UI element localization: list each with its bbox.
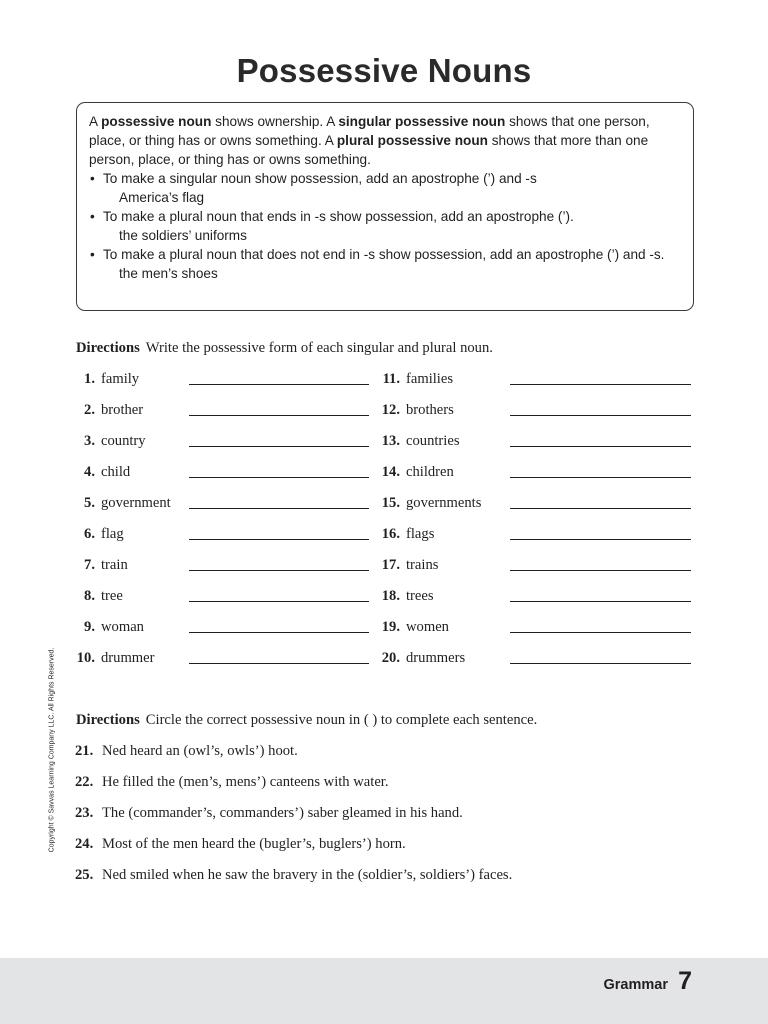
item-number: 8. [84,588,95,604]
exercise-item [376,371,453,391]
item-word: drummers [406,650,466,666]
sentence-text: Ned smiled when he saw the bravery in the (soldier’s, soldiers’) faces. [102,867,513,883]
intro-text: shows ownership. A [211,114,339,129]
item-number: 17. [381,557,400,573]
answer-line[interactable] [189,601,369,602]
answer-line[interactable] [510,570,691,571]
exercise-item [376,433,460,453]
exercise-item [376,526,434,546]
item-word: families [406,371,454,387]
intro-text: A [89,114,102,129]
key-term: possessive noun [101,114,212,129]
bullet-icon: • [90,247,95,262]
answer-line[interactable] [189,384,369,385]
item-number: 6. [84,526,95,542]
sentence-number: 21. [75,743,94,759]
exercise-item [376,650,465,670]
item-word: family [101,371,140,387]
answer-line[interactable] [189,539,369,540]
sentence-item [75,805,463,822]
item-word: tree [101,588,123,604]
sentence-number: 23. [75,805,94,821]
item-number: 12. [381,402,400,418]
rule-text: To make a plural noun that does not end in -s show possession, add an apostrophe (’) and -s. [103,247,665,262]
item-number: 1. [84,371,95,387]
item-word: child [101,464,131,480]
answer-line[interactable] [510,415,691,416]
item-number: 7. [84,557,95,573]
item-number: 20. [381,650,400,666]
bullet-icon: • [90,209,95,224]
sentence-item [75,774,389,791]
rule-text: To make a singular noun show possession, add an apostrophe (’) and -s [103,171,537,186]
exercise-item [376,588,434,608]
exercise-item [376,402,454,422]
item-word: flag [101,526,124,542]
item-number: 11. [382,371,400,387]
item-word: countries [406,433,460,449]
directions-label: Directions [76,712,140,728]
footer-label: Grammar [603,977,668,993]
exercise-item [75,619,144,639]
bullet-icon: • [90,171,95,186]
footer-band [0,958,768,1024]
item-word: trains [406,557,439,573]
answer-line[interactable] [189,632,369,633]
item-word: governments [406,495,482,511]
sentence-text: Most of the men heard the (bugler’s, buglers’) horn. [102,836,406,852]
rule-example: America’s flag [119,190,205,205]
item-number: 14. [381,464,400,480]
exercise-item [75,464,130,484]
exercise-item [75,526,124,546]
intro-text: shows that one person, place, or thing has or owns something. A [89,114,650,148]
answer-line[interactable] [510,477,691,478]
item-number: 9. [84,619,95,635]
answer-line[interactable] [510,539,691,540]
sentence-number: 22. [75,774,94,790]
rule-box [76,102,694,311]
exercise-item [376,464,454,484]
answer-line[interactable] [189,477,369,478]
answer-line[interactable] [189,663,369,664]
item-word: government [101,495,171,511]
item-number: 4. [84,464,95,480]
item-word: children [406,464,454,480]
exercise-item [376,495,481,515]
answer-line[interactable] [189,446,369,447]
item-number: 5. [84,495,95,511]
exercise-item [75,588,123,608]
item-word: trees [406,588,434,604]
sentence-item [75,743,298,760]
directions-text: Circle the correct possessive noun in ( ) to complete each sentence. [145,712,538,728]
item-number: 18. [381,588,400,604]
answer-line[interactable] [510,508,691,509]
sentence-number: 24. [75,836,94,852]
answer-line[interactable] [510,632,691,633]
exercise-item [75,557,128,577]
rule-bullet [89,169,681,188]
item-number: 10. [76,650,95,666]
answer-line[interactable] [510,384,691,385]
exercise-item [75,402,143,422]
rule-text: To make a plural noun that ends in -s show possession, add an apostrophe (’). [103,209,574,224]
directions-2 [76,712,537,729]
directions-label: Directions [76,340,140,356]
sentence-text: The (commander’s, commanders’) saber gleamed in his hand. [102,805,463,821]
sentence-text: Ned heard an (owl’s, owls’) hoot. [102,743,298,759]
directions-1 [76,340,493,357]
sentence-item [75,867,512,884]
key-term: plural possessive noun [336,133,488,148]
rule-example: the men’s shoes [119,266,218,281]
item-number: 3. [84,433,95,449]
exercise-item [75,433,146,453]
exercise-item [75,371,139,391]
page-number: 7 [678,967,692,995]
item-number: 13. [381,433,400,449]
rule-example: the soldiers’ uniforms [119,228,247,243]
exercise-item [376,557,438,577]
answer-line[interactable] [189,415,369,416]
sentence-text: He filled the (men’s, mens’) canteens with water. [102,774,389,790]
answer-line[interactable] [510,601,691,602]
directions-text: Write the possessive form of each singular and plural noun. [145,340,493,356]
sentence-number: 25. [75,867,94,883]
item-number: 2. [84,402,95,418]
exercise-item [75,495,171,515]
answer-line[interactable] [189,570,369,571]
rule-bullet [89,207,681,226]
item-word: drummer [101,650,155,666]
item-number: 16. [381,526,400,542]
rule-bullet [89,245,681,264]
item-word: country [101,433,146,449]
intro-text: shows that more than one person, place, or thing has or owns something. [89,133,649,167]
page-title: Possessive Nouns [236,52,532,89]
item-number: 19. [381,619,400,635]
sentence-item [75,836,406,853]
copyright-notice: Copyright © Savvas Learning Company LLC. All Rights Reserved. [48,647,56,853]
item-word: women [406,619,449,635]
rule-intro [89,112,681,169]
item-word: woman [101,619,144,635]
answer-line[interactable] [510,446,691,447]
key-term: singular possessive noun [338,114,506,129]
exercise-item [376,619,449,639]
item-word: brother [101,402,144,418]
item-word: train [101,557,128,573]
rule-bullets [89,169,681,283]
exercise-item [75,650,155,670]
item-number: 15. [381,495,400,511]
answer-line[interactable] [510,663,691,664]
answer-line[interactable] [189,508,369,509]
item-word: brothers [406,402,454,418]
item-word: flags [406,526,435,542]
